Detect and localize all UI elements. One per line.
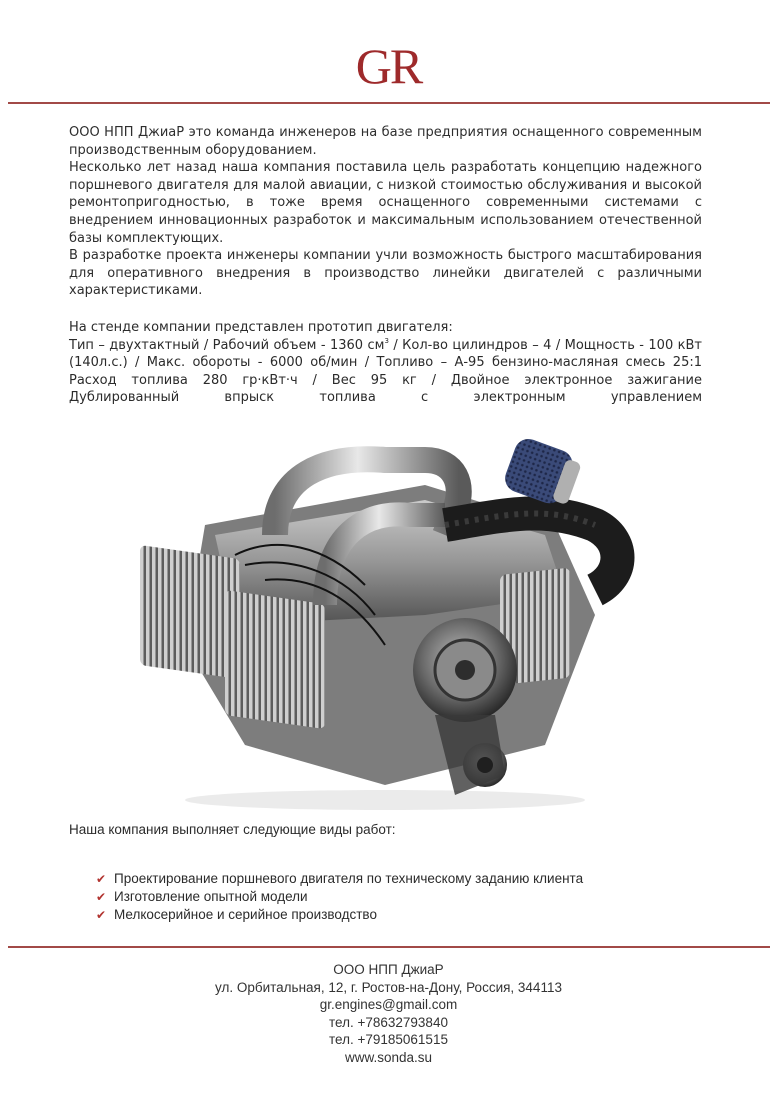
spec-line: (140л.с.) / Макс. обороты - 6000 об/мин / Топливо – А-95 бензино-масляная смесь 25:1 — [69, 355, 702, 371]
intro-paragraph: ООО НПП ДжиаР это команда инженеров на базе предприятия оснащенного современным производственным оборудованием. — [69, 125, 702, 158]
phone-1: тел. +78632793840 — [329, 1014, 448, 1030]
list-item — [96, 888, 583, 906]
intro-paragraph: Несколько лет назад наша компания поставила цель разработать концепцию надежного поршневого двигателя для малой авиации, с низкой стоимостью обслуживания и высокой ремонтопригодностью, в тоже время оснащенного современными системами с внедрением инновационных разработок и максимальным использованием отечественной базы комплектующих. — [69, 160, 702, 246]
list-item — [96, 870, 583, 888]
spec-text: Тип – двухтактный / Рабочий объем - 1360 см — [69, 337, 385, 353]
works-title: Наша компания выполняет следующие виды работ: — [69, 822, 396, 837]
specs-heading: На стенде компании представлен прототип двигателя: — [69, 320, 453, 335]
company-logo: GR — [355, 38, 422, 94]
engine-photo — [125, 415, 645, 815]
intro-paragraph: В разработке проекта инженеры компании учли возможность быстрого масштабирования для оперативного внедрения в производство линейки двигателей с различными характеристиками. — [69, 248, 702, 299]
contact-block — [0, 961, 777, 1066]
works-list — [96, 870, 583, 924]
phone-2: тел. +79185061515 — [329, 1032, 448, 1047]
checkmark-icon: ✔ — [96, 872, 107, 886]
website-link[interactable]: www.sonda.su — [344, 1049, 433, 1065]
spec-line — [69, 337, 702, 355]
footer-divider — [8, 946, 770, 948]
email-link[interactable]: gr.engines@gmail.com — [319, 997, 458, 1012]
engine-specs — [69, 319, 702, 407]
checkmark-icon: ✔ — [96, 890, 107, 904]
list-item-label: Изготовление опытной модели — [114, 889, 308, 904]
list-item-label: Мелкосерийное и серийное производство — [114, 907, 377, 922]
address: ул. Орбитальная, 12, г. Ростов-на-Дону, Россия, 344113 — [215, 979, 562, 995]
checkmark-icon: ✔ — [96, 908, 107, 922]
spec-line: Дублированный впрыск топлива с электронным управлением — [69, 390, 702, 406]
list-item — [96, 906, 583, 924]
header-divider — [8, 102, 770, 104]
spec-superscript: 3 — [384, 336, 389, 345]
spec-line: Расход топлива 280 гр·кВт·ч / Вес 95 кг / Двойное электронное зажигание — [69, 372, 702, 388]
company-name: ООО НПП ДжиаР — [333, 962, 444, 977]
list-item-label: Проектирование поршневого двигателя по техническому заданию клиента — [114, 871, 584, 886]
spec-text: / Кол-во цилиндров – 4 / Мощность - 100 кВт — [388, 337, 702, 353]
intro-text — [69, 124, 702, 300]
